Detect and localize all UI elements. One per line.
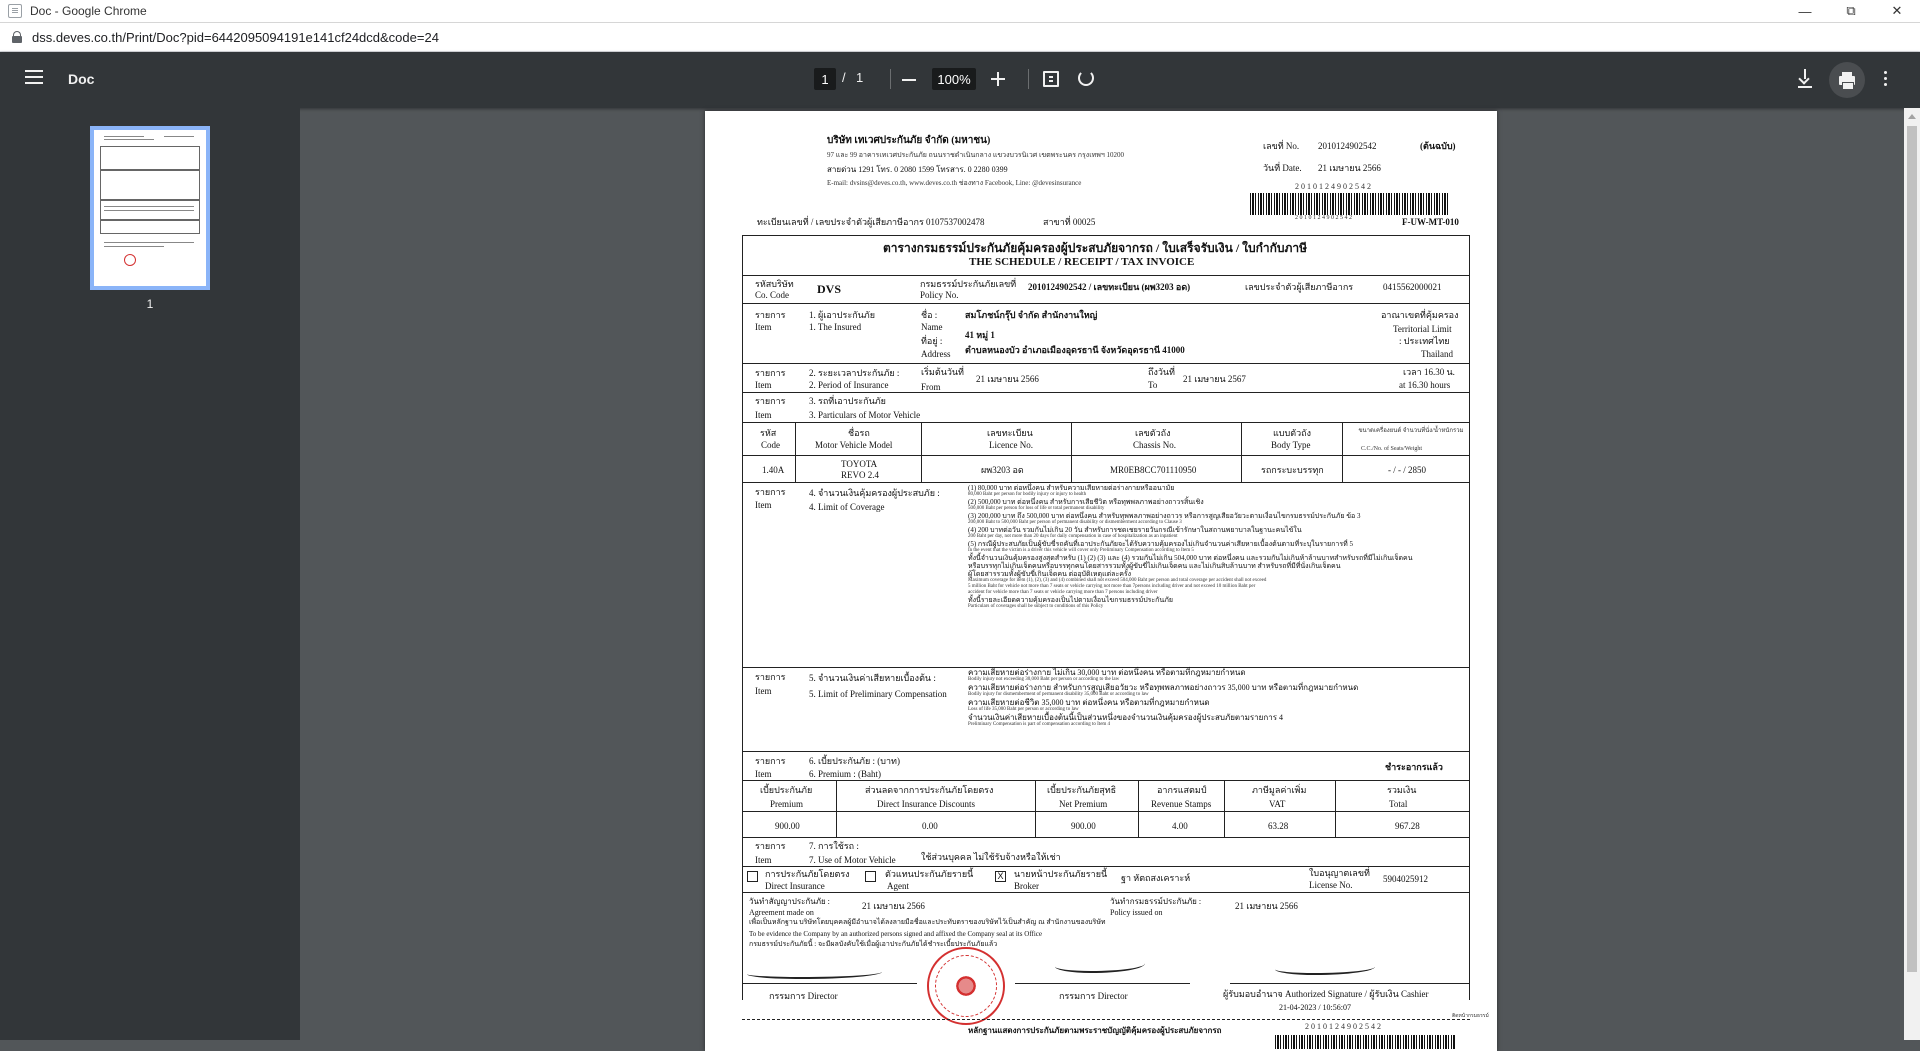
item-label-th: รายการ — [755, 672, 786, 682]
lock-icon[interactable] — [12, 31, 22, 43]
signature-authorized — [1275, 961, 1375, 975]
address-line-1: 41 หมู่ 1 — [965, 330, 995, 340]
toolbar-divider — [1028, 69, 1029, 89]
download-icon[interactable] — [1797, 69, 1813, 89]
signature-director — [1055, 957, 1145, 973]
prem-value: 0.00 — [922, 821, 938, 831]
minimize-icon[interactable]: — — [1798, 3, 1812, 19]
prem-header-en: VAT — [1269, 799, 1286, 809]
director-label-2: กรรมการ Director — [1059, 991, 1128, 1001]
issued-label-en: Policy issued on — [1110, 908, 1163, 917]
license-label-th: ใบอนุญาตเลขที่ — [1309, 868, 1370, 878]
veh-header-en: Motor Vehicle Model — [815, 440, 893, 450]
prem-header-en: Revenue Stamps — [1151, 799, 1212, 809]
limit-label-th: 4. จำนวนเงินคุ้มครองผู้ประสบภัย : — [809, 488, 940, 498]
veh-body: รถกระบะบรรทุก — [1261, 465, 1324, 475]
prem-header-th: เบี้ยประกันภัยสุทธิ — [1047, 785, 1117, 795]
close-icon[interactable]: ✕ — [1891, 3, 1903, 18]
restore-icon[interactable]: ⧉ — [1846, 3, 1856, 18]
veh-header-th: ชื่อรถ — [848, 428, 870, 438]
stamp-paid: ชำระอากรแล้ว — [1385, 762, 1443, 772]
url-text[interactable]: dss.deves.co.th/Print/Doc?pid=6442095094191e141cf24dcd&code=24 — [32, 29, 439, 45]
item-label-en: Item — [755, 769, 772, 779]
prem-header-th: ส่วนลดจากการประกันภัยโดยตรง — [865, 785, 994, 795]
page-separator: / — [842, 70, 846, 85]
prem-header-en: Net Premium — [1059, 799, 1108, 809]
co-code-label-en: Co. Code — [755, 290, 790, 300]
signature-witness — [747, 967, 882, 979]
rotate-icon[interactable] — [1078, 70, 1094, 86]
footer-barcode-text: 2 0 1 0 1 2 4 9 0 2 5 4 2 — [1305, 1022, 1381, 1031]
pdf-toolbar — [0, 52, 1920, 108]
policy-no-label-th: กรมธรรม์ประกันภัยเลขที่ — [920, 279, 1017, 289]
license-label-en: License No. — [1309, 880, 1353, 890]
company-name: บริษัท เทเวศประกันภัย จำกัด (มหาชน) — [827, 135, 991, 146]
company-address: 97 และ 99 อาคารเทเวศประกันภัย ถนนราชดำเนินกลาง แขวงบวรนิเวศ เขตพระนคร กรุงเทพฯ 10200 — [827, 151, 1124, 159]
veh-header-en: Licence No. — [989, 440, 1033, 450]
item-label-th: รายการ — [755, 368, 786, 378]
to-label-th: ถึงวันที่ — [1148, 367, 1175, 377]
from-value: 21 เมษายน 2566 — [976, 374, 1039, 384]
insured-label-en: 1. The Insured — [809, 322, 862, 332]
authorized-label: ผู้รับมอบอำนาจ Authorized Signature / ผู้รับเงิน Cashier — [1223, 989, 1429, 999]
pdf-page — [705, 111, 1497, 1051]
footer-barcode — [1275, 1035, 1455, 1049]
barcode — [1250, 193, 1450, 215]
use-label-th: 7. การใช้รถ : — [809, 841, 859, 851]
menu-icon[interactable] — [25, 70, 43, 84]
heading-english: THE SCHEDULE / RECEIPT / TAX INVOICE — [969, 256, 1195, 268]
veh-chassis: MR0EB8CC701110950 — [1110, 465, 1197, 475]
prem-header-th: ภาษีมูลค่าเพิ่ม — [1252, 785, 1307, 795]
veh-cc: - / - / 2850 — [1388, 465, 1426, 475]
from-label-en: From — [921, 382, 941, 392]
limit-details: (1) 80,000 บาท ต่อหนึ่งคน สำหรับความเสียหายต่อร่างกายหรืออนามัย 80,000 Baht per person for bodily injury or injury to health (2) 500,000 บาท ต่อหนึ่งคน สำหรับการเสียชีวิต หรือทุพพลภาพอย่างถาวรสิ้นเชิง 500,000 Baht per person for loss of life or total permanent disability (3) 200,000 บาท ถึง 500,000 บาท ต่อหนึ่งคน สำหรับทุพพลภาพอย่างถาวร หรือการสูญเสียอวัยวะตามเงื่อนไขกรมธรรม์ประกันภัย ข้อ 3 200,000 Baht to 500,000 Baht per person of permanent disability or dismemberment according to Clause 3 (4) 200 บาทต่อวัน รวมกันไม่เกิน 20 วัน สำหรับการชดเชยรายวันกรณีเข้ารักษาในสถานพยาบาลในฐานะคนไข้ใน 200 Baht per day, not more than 20 days for daily compensation in case of hospitalization as an inpatient (5) กรณีผู้ประสบภัยเป็นผู้ขับขี่รถคันที่เอาประกันภัยจะได้รับความคุ้มครองไม่เกินจำนวนค่าเสียหายเบื้องต้นตามที่ระบุในรายการที่ 5 In the event that the victim is a driver this vehicle will cover only Preliminary Compensation according to Item 5 ทั้งนี้จำนวนเงินคุ้มครองสูงสุดสำหรับ (1) (2) (3) และ (4) รวมกันไม่เกิน 504,000 บาท ต่อหนึ่งคน และรวมกันไม่เกินห้าล้านบาทสำหรับรถที่มีไม่เกินเจ็ดคน หรือบรรทุกไม่เกินเจ็ดคนหรือบรรทุกคนโดยสารรวมทั้งผู้ขับขี่ไม่เกินเจ็ดคน และไม่เกินสิบล้านบาท สำหรับรถที่มีที่นั่งเกินเจ็ดคน ผู้โดยสารรวมทั้งผู้ขับขี่เกินเจ็ดคน ต่ออุบัติเหตุแต่ละครั้ง Maximum coverage for item (1), (2), (3) and (4) combined shall not exceed 504,000 Baht per person and total coverage per accident shall not exceed 5 million Baht for vehicle not more than 7 seats or vehicle carrying not more than 7persons including driver and not exceed 10 million Baht per accident for vehicle more than 7 seats or vehicle carrying more than 7 persons including driver ทั้งนี้รายละเอียดความคุ้มครองเป็นไปตามเงื่อนไขกรมธรรม์ประกันภัย Particulars of coverages shall be subject to conditions of this Policy — [968, 484, 1413, 609]
veh-header-en: C.C./No. of Seats/Weight — [1361, 446, 1423, 452]
broker-label-th: นายหน้าประกันภัยรายนี้ — [1014, 869, 1108, 879]
to-value: 21 เมษายน 2567 — [1183, 374, 1246, 384]
original-mark: (ต้นฉบับ) — [1420, 141, 1456, 151]
co-code-label-th: รหัสบริษัท — [755, 279, 794, 289]
agent-label-th: ตัวแทนประกันภัยรายนี้ — [885, 869, 974, 879]
page-total: 1 — [856, 70, 864, 85]
period-label-th: 2. ระยะเวลาประกันภัย : — [809, 368, 900, 378]
item-label-en: Item — [755, 410, 772, 420]
heading-thai: ตารางกรมธรรม์ประกันภัยคุ้มครองผู้ประสบภัยจากรถ / ใบเสร็จรับเงิน / ใบกำกับภาษี — [883, 241, 1308, 255]
prem-header-th: รวมเงิน — [1387, 785, 1417, 795]
director-label-1: กรรมการ Director — [769, 991, 838, 1001]
page-number-input[interactable]: 1 — [814, 68, 836, 90]
broker-name: ฐา หัตถสงเคราะห์ — [1121, 873, 1191, 883]
item-label-en: Item — [755, 855, 772, 865]
insured-label-th: 1. ผู้เอาประกันภัย — [809, 310, 875, 320]
prem-value: 900.00 — [1071, 821, 1096, 831]
use-label-en: 7. Use of Motor Vehicle — [809, 855, 896, 865]
zoom-in-icon[interactable] — [991, 72, 1005, 86]
effective-note: กรมธรรม์ประกันภัยนี้ : จะมีผลบังคับใช้เมื่อผู้เอาประกันภัยได้ชำระเบี้ยประกันภัยแล้ว — [749, 940, 998, 948]
vehicle-label-en: 3. Particulars of Motor Vehicle — [809, 410, 921, 420]
item-label-en: Item — [755, 686, 772, 696]
more-options-icon[interactable] — [1884, 71, 1888, 87]
company-email: E-mail: dvsins@deves.co.th, www.deves.co.th ช่องทาง Facebook, Line: @devesinsurance — [827, 179, 1082, 187]
zoom-out-icon[interactable] — [902, 79, 916, 81]
zoom-input[interactable]: 100% — [932, 68, 976, 90]
insured-name: สมโภชน์กรุ๊ป จำกัด สำนักงานใหญ่ — [965, 310, 1098, 320]
veh-header-en: Code — [761, 440, 780, 450]
veh-header-th: ขนาดเครื่องยนต์ จำนวนที่นั่ง/น้ำหนักรวม — [1358, 428, 1464, 434]
scroll-up-icon[interactable] — [1908, 114, 1916, 119]
co-code-value: DVS — [817, 282, 842, 296]
territory-label-th: อาณาเขตที่คุ้มครอง — [1381, 310, 1459, 320]
issued-label-th: วันทำกรมธรรม์ประกันภัย : — [1110, 897, 1202, 906]
tax-registration: ทะเบียนเลขที่ / เลขประจำตัวผู้เสียภาษีอากร 0107537002478 — [757, 217, 985, 227]
footer-title: หลักฐานแสดงการประกันภัยตามพระราชบัญญัติคุ้มครองผู้ประสบภัยจากรถ — [968, 1026, 1222, 1035]
name-label-th: ชื่อ : — [921, 310, 938, 320]
barcode-text: 2 0 1 0 1 2 4 9 0 2 5 4 2 — [1295, 182, 1371, 191]
item-label-en: Item — [755, 322, 772, 332]
item-label-en: Item — [755, 500, 772, 510]
prem-header-en: Premium — [770, 799, 803, 809]
veh-header-th: เลขตัวถัง — [1135, 428, 1171, 438]
print-icon[interactable] — [1829, 62, 1865, 98]
item-label-th: รายการ — [755, 310, 786, 320]
address-label-en: Address — [921, 349, 951, 359]
item-label-en: Item — [755, 380, 772, 390]
date-label: วันที่ Date. — [1263, 163, 1302, 173]
thumbnail-preview — [94, 130, 206, 286]
date-value: 21 เมษายน 2566 — [1318, 163, 1381, 173]
item-label-th: รายการ — [755, 487, 786, 497]
policy-no-value: 2010124902542 / เลขทะเบียน (ผพ3203 อด) — [1028, 282, 1191, 292]
item-label-th: รายการ — [755, 396, 786, 406]
prelim-details: ความเสียหายต่อร่างกาย ไม่เกิน 30,000 บาท ต่อหนึ่งคน หรือตามที่กฎหมายกำหนด Bodily injury not exceeding 30,000 Baht per person or according to the law ความเสียหายต่อร่างกาย สำหรับการสูญเสียอวัยวะ หรือทุพพลภาพอย่างถาวร 35,000 บาท หรือตามที่กฎหมายกำหนด Bodily injury for dismemberment of permanent disability 35,000 Baht or according to law ความเสียหายต่อชีวิต 35,000 บาท ต่อหนึ่งคน หรือตามที่กฎหมายกำหนด Loss of life 35,000 Baht per person or according to law จำนวนเงินค่าเสียหายเบื้องต้นนี้เป็นส่วนหนึ่งของจำนวนเงินคุ้มครองผู้ประสบภัยตามรายการ 4 Preliminary Compensation is part of compensation according to Item 4 — [968, 668, 1359, 727]
name-label-en: Name — [921, 322, 943, 332]
veh-model-2: REVO 2.4 — [841, 470, 879, 480]
use-value: ใช้ส่วนบุคคล ไม่ใช้รับจ้างหรือให้เช่า — [921, 852, 1061, 862]
window-title: Doc - Google Chrome — [30, 4, 147, 18]
limit-label-en: 4. Limit of Coverage — [809, 502, 885, 512]
page-icon — [8, 4, 22, 18]
broker-checkbox: X — [995, 871, 1006, 882]
premium-label-en: 6. Premium : (Baht) — [809, 769, 881, 779]
veh-code: 1.40A — [762, 465, 785, 475]
prem-value: 4.00 — [1172, 821, 1188, 831]
veh-licence: ผพ3203 อด — [981, 465, 1024, 475]
window-titlebar — [0, 0, 1920, 23]
territory-label-en: Territorial Limit — [1393, 324, 1452, 334]
issued-date: 21 เมษายน 2566 — [1235, 901, 1298, 911]
broker-label-en: Broker — [1014, 881, 1039, 891]
time-label-th: เวลา 16.30 น. — [1403, 367, 1455, 377]
vehicle-label-th: 3. รถที่เอาประกันภัย — [809, 396, 886, 406]
company-hotline: สายด่วน 1291 โทร. 0 2080 1599 โทรสาร. 0 2280 0399 — [827, 165, 1008, 174]
veh-header-th: รหัส — [760, 428, 777, 438]
prem-header-en: Total — [1389, 799, 1408, 809]
policy-no-label-en: Policy No. — [920, 290, 959, 300]
timestamp: 21-04-2023 / 10:56:07 — [1279, 1003, 1351, 1012]
territory-value-en: Thailand — [1421, 349, 1453, 359]
evidence-en: To be evidence the Company by an authorized persons signed and affixed the Company seal at its Office — [749, 930, 1042, 938]
item-label-th: รายการ — [755, 841, 786, 851]
no-value: 2010124902542 — [1318, 141, 1377, 151]
toolbar-divider — [890, 69, 891, 89]
barcode-text-small: 2 0 1 0 1 2 4 9 0 2 5 4 2 — [1295, 215, 1352, 221]
time-label-en: at 16.30 hours — [1399, 380, 1451, 390]
prem-value: 900.00 — [775, 821, 800, 831]
agreement-label-th: วันทำสัญญาประกันภัย : — [749, 897, 830, 906]
company-seal — [927, 947, 1005, 1025]
prelim-label-th: 5. จำนวนเงินค่าเสียหายเบื้องต้น : — [809, 673, 936, 683]
from-label-th: เริ่มต้นวันที่ — [921, 367, 964, 377]
page-thumbnail[interactable] — [90, 126, 210, 290]
agent-label-en: Agent — [887, 881, 909, 891]
no-label: เลขที่ No. — [1263, 141, 1300, 151]
prem-header-th: เบี้ยประกันภัย — [760, 785, 813, 795]
address-label-th: ที่อยู่ : — [921, 336, 943, 346]
address-bar[interactable] — [0, 23, 1920, 52]
vertical-scrollbar[interactable] — [1904, 108, 1920, 1040]
agent-checkbox — [865, 871, 876, 882]
prem-header-th: อากรแสตมป์ — [1157, 785, 1207, 795]
veh-header-en: Chassis No. — [1133, 440, 1177, 450]
agreement-label-en: Agreement made on — [749, 908, 814, 917]
direct-insurance-checkbox — [747, 871, 758, 882]
veh-model-1: TOYOTA — [841, 459, 878, 469]
address-line-2: ตำบลหนองบัว อำเภอเมืองอุดรธานี จังหวัดอุดรธานี 41000 — [965, 345, 1185, 355]
document-name: Doc — [68, 71, 95, 87]
veh-header-en: Body Type — [1271, 440, 1311, 450]
form-code: F-UW-MT-010 — [1402, 217, 1459, 227]
fit-to-page-icon[interactable] — [1043, 71, 1059, 87]
footer-note: ติดหน้ากรมธรรม์ — [1452, 1014, 1489, 1019]
period-label-en: 2. Period of Insurance — [809, 380, 889, 390]
veh-header-th: เลขทะเบียน — [987, 428, 1033, 438]
scrollbar-thumb[interactable] — [1907, 126, 1917, 972]
prelim-label-en: 5. Limit of Preliminary Compensation — [809, 689, 947, 699]
branch-number: สาขาที่ 00025 — [1043, 217, 1096, 227]
thumbnail-page-number: 1 — [146, 297, 154, 311]
veh-header-th: แบบตัวถัง — [1273, 428, 1311, 438]
taxid-value: 0415562000021 — [1383, 282, 1442, 292]
premium-label-th: 6. เบี้ยประกันภัย : (บาท) — [809, 756, 900, 766]
item-label-th: รายการ — [755, 756, 786, 766]
license-no: 5904025912 — [1383, 874, 1428, 884]
prem-header-en: Direct Insurance Discounts — [877, 799, 975, 809]
direct-label-th: การประกันภัยโดยตรง — [765, 869, 850, 879]
agreement-date: 21 เมษายน 2566 — [862, 901, 925, 911]
direct-label-en: Direct Insurance — [765, 881, 825, 891]
to-label-en: To — [1148, 380, 1158, 390]
taxid-label: เลขประจำตัวผู้เสียภาษีอากร — [1245, 282, 1354, 292]
prem-value: 63.28 — [1268, 821, 1289, 831]
evidence-th: เพื่อเป็นหลักฐาน บริษัทโดยบุคคลผู้มีอำนาจได้ลงลายมือชื่อและประทับตราของบริษัทไว้เป็นสำคัญ ณ สำนักงานของบริษัท — [749, 918, 1106, 926]
territory-value: : ประเทศไทย — [1399, 336, 1450, 346]
prem-value: 967.28 — [1395, 821, 1420, 831]
